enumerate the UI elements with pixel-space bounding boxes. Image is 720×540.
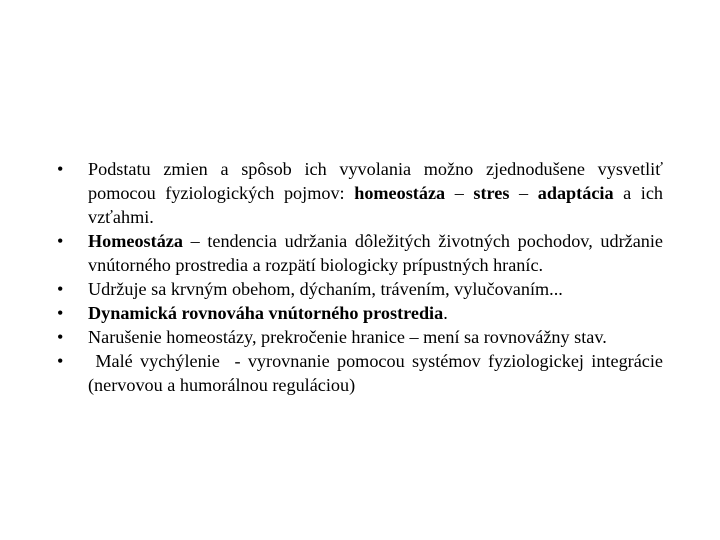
bullet-item-dynamicka xyxy=(57,301,663,325)
bullet-text: . xyxy=(443,303,448,323)
term-stres: stres xyxy=(473,183,510,203)
bullet-item-udrzuje xyxy=(57,277,663,301)
bullet-text: Malé vychýlenie - vyrovnanie pomocou systémov fyziologickej integrácie (nervovou a humorálnou reguláciou) xyxy=(88,351,668,395)
bullet-marker: • xyxy=(57,279,64,299)
bullet-text: – tendencia udržania dôležitých životných pochodov, udržanie vnútorného prostredia a rozpätí biologicky prípustných hraníc. xyxy=(88,231,663,275)
bullet-text: a ich vzťahmi. xyxy=(88,183,664,227)
bullet-item-narusenie xyxy=(57,325,663,349)
bullet-text: Udržuje sa krvným obehom, dýchaním, trávením, vylučovaním... xyxy=(88,279,563,299)
dash: – xyxy=(509,183,538,203)
bullet-text: Narušenie homeostázy, prekročenie hranice – mení sa rovnovážny stav. xyxy=(88,327,607,347)
dash: – xyxy=(445,183,474,203)
term-homeostaza: Homeostáza xyxy=(88,231,183,251)
bullet-marker: • xyxy=(57,303,64,323)
bullet-text: Podstatu zmien a spôsob ich vyvolania možno zjednodušene vysvetliť pomocou fyziologických pojmov: xyxy=(88,159,663,203)
term-adaptacia: adaptácia xyxy=(537,183,614,203)
bullet-marker: • xyxy=(57,231,64,251)
bullet-item-pojmy xyxy=(57,157,663,229)
bullet-item-homeostaza xyxy=(57,229,663,277)
term-dynamicka-rovnovaha: Dynamická rovnováha vnútorného prostredia xyxy=(88,303,444,323)
bullet-list xyxy=(57,157,668,397)
bullet-marker: • xyxy=(57,159,64,179)
term-homeostaza: homeostáza xyxy=(354,183,446,203)
bullet-marker: • xyxy=(57,351,64,371)
bullet-marker: • xyxy=(57,327,64,347)
bullet-item-vychylenie xyxy=(57,349,668,397)
